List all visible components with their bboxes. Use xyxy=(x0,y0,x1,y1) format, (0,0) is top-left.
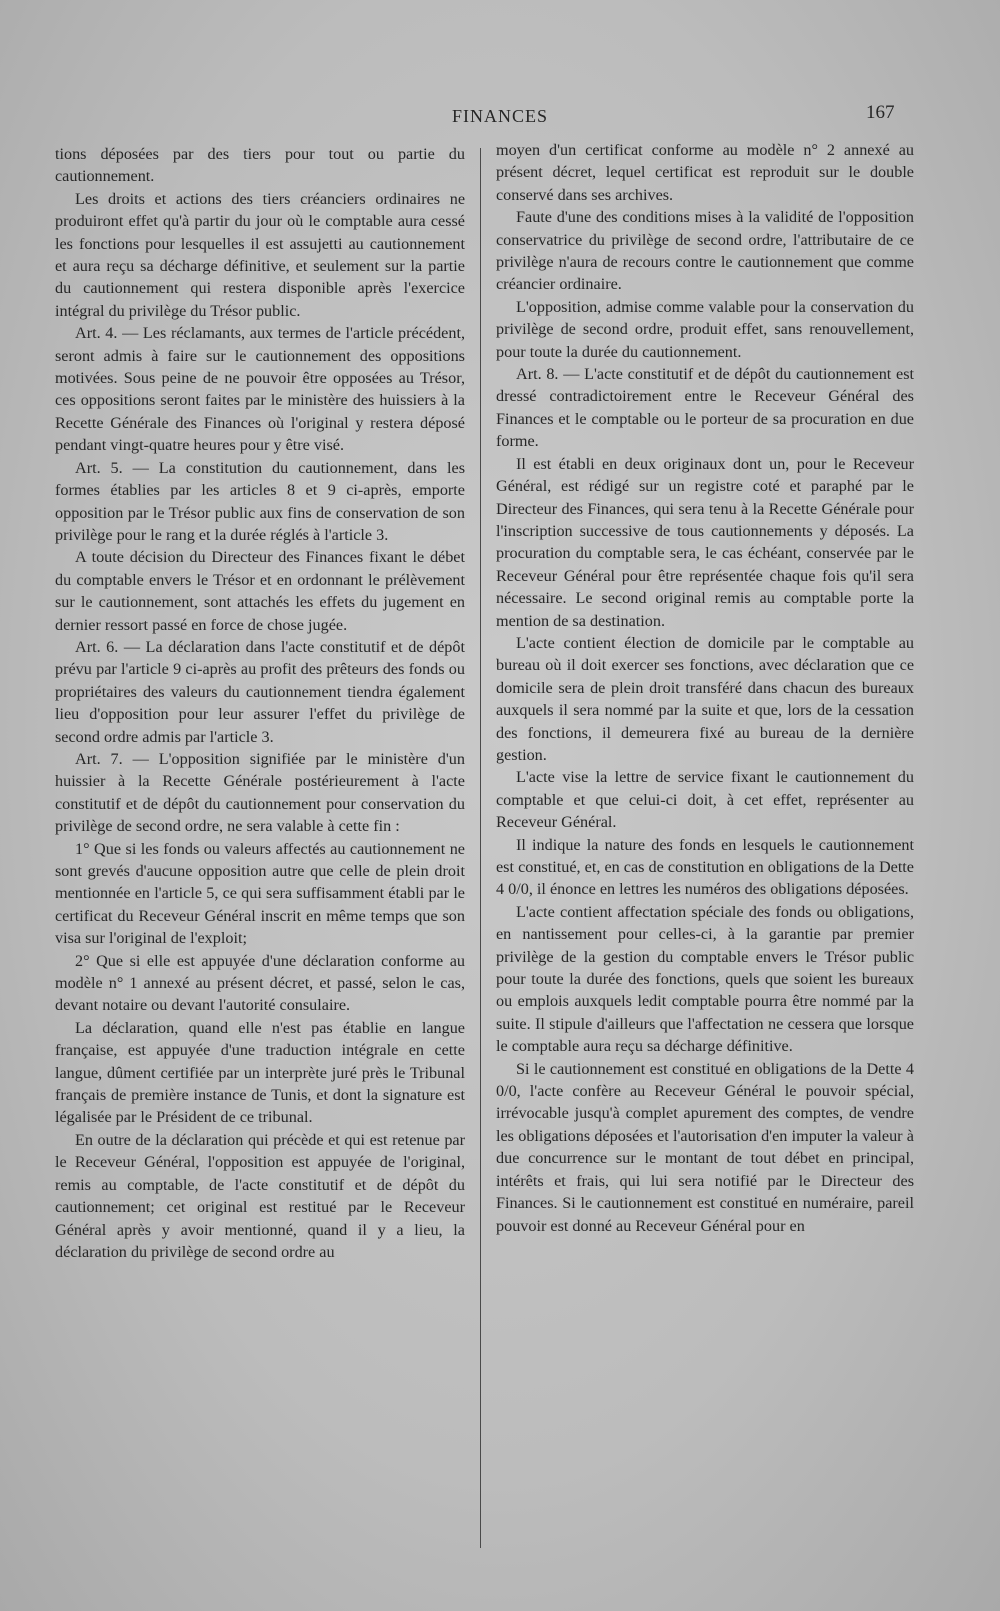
paragraph: En outre de la déclaration qui précède et qui est retenue par le Receveur Général, l'opposition est appuyée de l'original, remis au comptable, de l'acte constitutif et de dépôt du cautionnement; cet original est restitué par le Receveur Général après y avoir mentionné, quand il y a lieu, la déclaration du privilège de second ordre au xyxy=(55,1130,465,1261)
column-divider xyxy=(480,148,481,1548)
paragraph: 2° Que si elle est appuyée d'une déclaration conforme au modèle n° 1 annexé au présent décret, et passé, selon le cas, devant notaire ou devant l'autorité consulaire. xyxy=(55,951,465,1015)
paragraph: tions déposées par des tiers pour tout ou partie du cautionnement. xyxy=(55,145,465,186)
paragraph: 1° Que si les fonds ou valeurs affectés au cautionnement ne sont grevés d'aucune opposition autre que celle de plein droit mentionnée en l'article 5, ce qui sera suffisamment établi par le certificat du Receveur Général inscrit en même temps que son visa sur l'original de l'exploit; xyxy=(55,839,465,948)
left-column xyxy=(55,143,465,1263)
paragraph: L'acte contient affectation spéciale des fonds ou obligations, en nantissement pour celles-ci, à la garantie par premier privilège de la gestion du comptable envers le Trésor public pour toute la durée des fonctions, quels que soient les bureaux ou emplois auxquels ledit comptable pourra être nommé par la suite. Il stipule d'ailleurs que l'affectation ne cessera que lorsque le comptable aura reçu sa décharge définitive. xyxy=(496,902,914,1056)
paragraph: Art. 7. — L'opposition signifiée par le ministère d'un huissier à la Recette Générale postérieurement à l'acte constitutif et de dépôt du cautionnement pour conservation du privilège de second ordre, ne sera valable à cette fin : xyxy=(55,749,465,836)
paragraph: A toute décision du Directeur des Finances fixant le débet du comptable envers le Trésor et en ordonnant le prélèvement sur le cautionnement, sont attachés les effets du jugement en dernier ressort passé en force de chose jugée. xyxy=(55,548,465,634)
paragraph: Faute d'une des conditions mises à la validité de l'opposition conservatrice du privilège de second ordre, l'attributaire de ce privilège n'aura de recours contre le cautionnement que comme créancier ordinaire. xyxy=(496,208,914,294)
paragraph: L'acte contient élection de domicile par le comptable au bureau où il doit exercer ses fonctions, avec déclaration que ce domicile sera de plein droit transféré dans chacun des bureaux auxquels il sera nommé par la suite et que, lors de la cessation des fonctions, il demeurera fixé au bureau de la dernière gestion. xyxy=(496,633,914,764)
paragraph: Art. 5. — La constitution du cautionnement, dans les formes établies par les articles 8 et 9 ci-après, emporte opposition par le Trésor public aux fins de conservation de son privilège pour le rang et la durée réglés à l'article 3. xyxy=(55,458,465,544)
running-header: FINANCES xyxy=(451,106,548,126)
paragraph: La déclaration, quand elle n'est pas établie en langue française, est appuyée d'une traduction intégrale en cette langue, dûment certifiée par un interprète juré près le Tribunal français de première instance de Tunis, et dont la signature est légalisée par le Président de ce tribunal. xyxy=(55,1018,465,1127)
paragraph: Art. 4. — Les réclamants, aux termes de l'article précédent, seront admis à faire sur le cautionnement des oppositions motivées. Sous peine de ne pouvoir être opposées au Trésor, ces oppositions seront faites par le ministère des huissiers à la Recette Générale des Finances où l'original y restera déposé pendant vingt-quatre heures pour y être visé. xyxy=(55,324,465,455)
paragraph: L'acte vise la lettre de service fixant le cautionnement du comptable et que celui-ci doit, à cet effet, représenter au Receveur Général. xyxy=(496,768,914,832)
paragraph: moyen d'un certificat conforme au modèle n° 2 annexé au présent décret, lequel certificat est reproduit sur le double conservé dans ses archives. xyxy=(496,141,914,204)
paragraph: Il est établi en deux originaux dont un, pour le Receveur Général, est rédigé sur un registre coté et paraphé par le Directeur des Finances, qui sera tenu à la Recette Générale pour l'inscription successive de tous cautionnements y déposés. La procuration du comptable sera, le cas échéant, conservée par le Receveur Général pour être représentée chaque fois qu'il sera nécessaire. Le second original remis au comptable porte la mention de sa destination. xyxy=(496,454,914,630)
paragraph: Art. 6. — La déclaration dans l'acte constitutif et de dépôt prévu par l'article 9 ci-après au profit des prêteurs des fonds ou propriétaires des valeurs du cautionnement tiendra également lieu d'opposition pour leur assurer l'effet du privilège de second ordre admis par l'article 3. xyxy=(55,637,465,746)
paragraph: Si le cautionnement est constitué en obligations de la Dette 4 0/0, l'acte confère au Receveur Général le pouvoir spécial, irrévocable jusqu'à complet apurement des comptes, de vendre les obligations déposées et l'autorisation d'en imputer la valeur à due concurrence sur le montant de tout débet en principal, intérêts et frais, qui lui sera notifié par le Directeur des Finances. Si le cautionnement est constitué en numéraire, pareil pouvoir est donné au Receveur Général pour en xyxy=(496,1059,914,1235)
paragraph: L'opposition, admise comme valable pour la conservation du privilège de second ordre, produit effet, sans renouvellement, pour toute la durée du cautionnement. xyxy=(496,297,914,361)
page-number: 167 xyxy=(866,102,895,123)
right-column xyxy=(496,139,914,1237)
paragraph: Les droits et actions des tiers créanciers ordinaires ne produiront effet qu'à partir du jour où le comptable aura cessé les fonctions pour lesquelles il est assujetti au cautionnement et aura reçu sa décharge définitive, et seulement sur la partie du cautionnement qui restera disponible après l'exercice intégral du privilège du Trésor public. xyxy=(55,189,465,320)
paragraph: Il indique la nature des fonds en lesquels le cautionnement est constitué, et, en cas de constitution en obligations de la Dette 4 0/0, il énonce en lettres les numéros des obligations déposées. xyxy=(496,835,914,899)
paragraph: Art. 8. — L'acte constitutif et de dépôt du cautionnement est dressé contradictoirement entre le Receveur Général des Finances et le comptable ou le porteur de sa procuration en due forme. xyxy=(496,365,914,451)
